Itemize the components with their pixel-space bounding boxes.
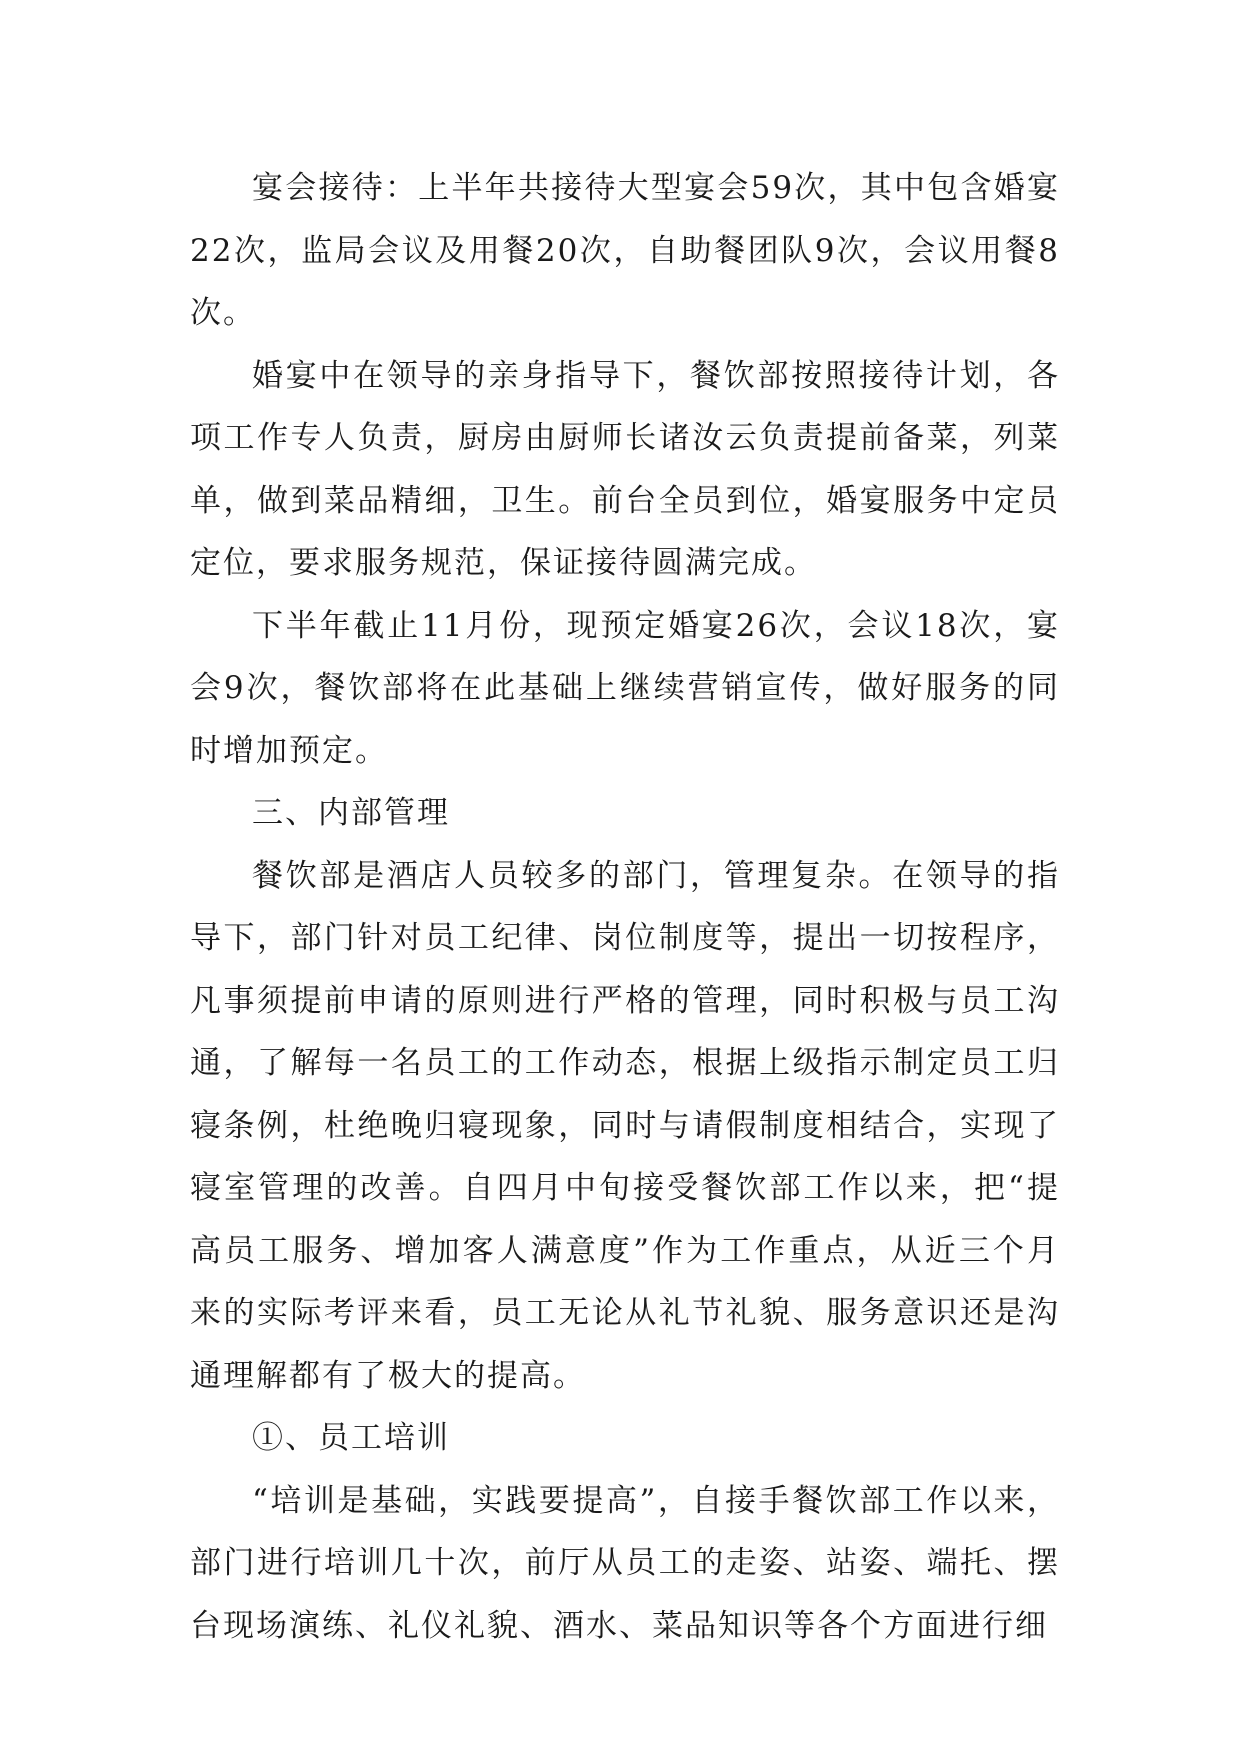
paragraph-second-half-bookings: 下半年截止11月份，现预定婚宴26次，会议18次，宴会9次，餐饮部将在此基础上继续营销宣传，做好服务的同时增加预定。 (190, 607, 1060, 769)
paragraph-banquet-reception: 宴会接待：上半年共接待大型宴会59次，其中包含婚宴22次，监局会议及用餐20次，自助餐团队9次，会议用餐8次。 (190, 170, 1060, 331)
subsection-heading-staff-training: ①、员工培训 (252, 1420, 450, 1456)
paragraph-wedding-banquet: 婚宴中在领导的亲身指导下，餐饮部按照接待计划，各项工作专人负责，厨房由厨师长诸汝云负责提前备菜，列菜单，做到菜品精细，卫生。前台全员到位，婚宴服务中定员定位，要求服务规范，保证接待圆满完成。 (190, 357, 1060, 581)
paragraph-internal-management: 餐饮部是酒店人员较多的部门，管理复杂。在领导的指导下，部门针对员工纪律、岗位制度等，提出一切按程序，凡事须提前申请的原则进行严格的管理，同时积极与员工沟通，了解每一名员工的工作动态，根据上级指示制定员工归寝条例，杜绝晚归寝现象，同时与请假制度相结合，实现了寝室管理的改善。自四月中旬接受餐饮部工作以来，把“提高员工服务、增加客人满意度”作为工作重点，从近三个月来的实际考评来看，员工无论从礼节礼貌、服务意识还是沟通理解都有了极大的提高。 (190, 857, 1060, 1394)
paragraph-staff-training: “培训是基础，实践要提高”，自接手餐饮部工作以来，部门进行培训几十次，前厅从员工的走姿、站姿、端托、摆台现场演练、礼仪礼貌、酒水、菜品知识等各个方面进行细 (190, 1482, 1060, 1644)
section-heading-internal-management: 三、内部管理 (252, 795, 450, 831)
document-body (190, 157, 1060, 1657)
